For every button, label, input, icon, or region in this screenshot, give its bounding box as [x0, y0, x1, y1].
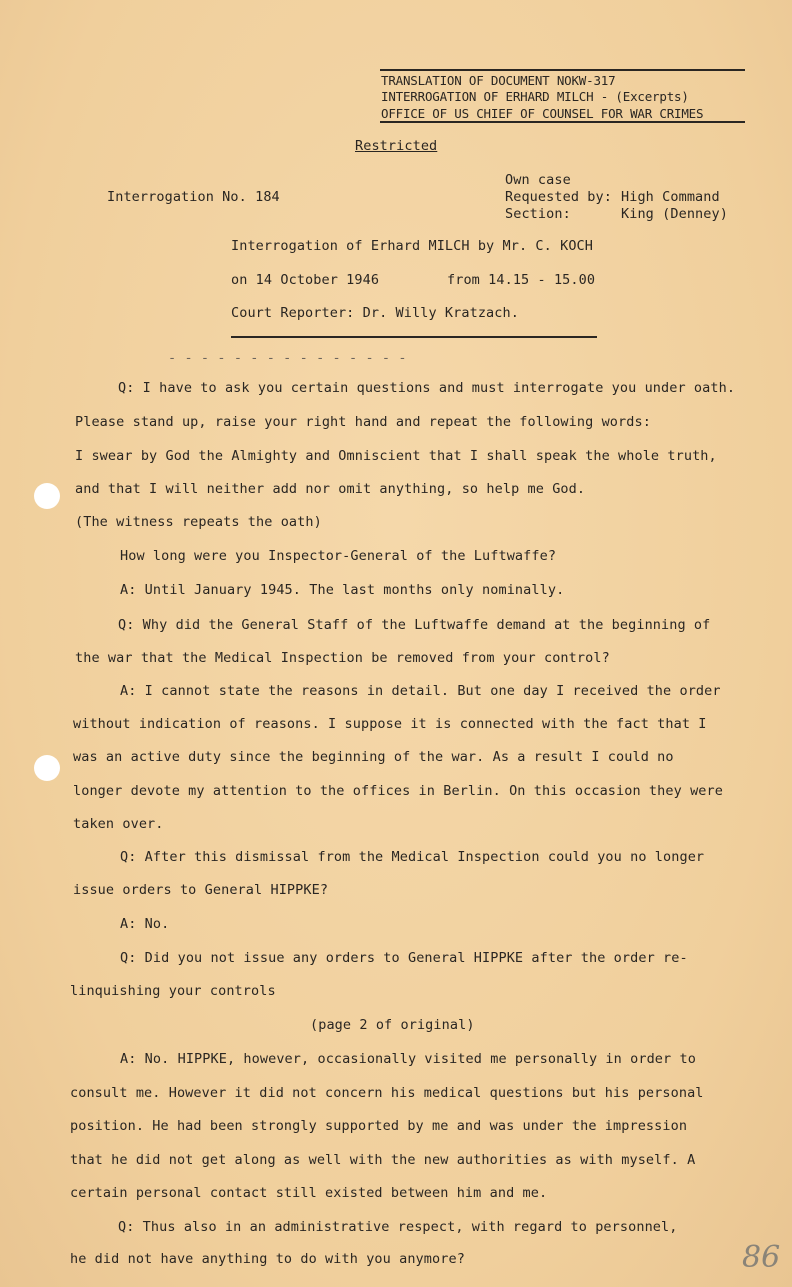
- requested-by-value: High Command: [621, 189, 720, 205]
- answer-3: A: No.: [120, 916, 170, 932]
- meta-divider-rule: [231, 336, 597, 338]
- answer-2-line-5: taken over.: [73, 816, 164, 832]
- answer-1: A: Until January 1945. The last months only nominally.: [120, 582, 565, 598]
- punch-hole-bottom: [34, 755, 60, 781]
- question-4-line-1: Q: Did you not issue any orders to General HIPPKE after the order re-: [120, 950, 688, 966]
- answer-4-line-2: consult me. However it did not concern his medical questions but his personal: [70, 1085, 704, 1101]
- own-case: Own case: [505, 172, 571, 188]
- punch-hole-top: [34, 483, 60, 509]
- question-3-line-1: Q: After this dismissal from the Medical Inspection could you no longer: [120, 849, 705, 865]
- section-label: Section:: [505, 206, 571, 222]
- interrogation-number: Interrogation No. 184: [107, 189, 280, 205]
- oath-line-4: and that I will neither add nor omit anything, so help me God.: [75, 481, 586, 497]
- answer-4-line-5: certain personal contact still existed between him and me.: [70, 1185, 548, 1201]
- question-5-line-1: Q: Thus also in an administrative respect, with regard to personnel,: [118, 1219, 678, 1235]
- header-top-rule: [380, 69, 745, 71]
- faint-separator-line: - - - - - - - - - - - - - - -: [168, 350, 407, 366]
- answer-2-line-1: A: I cannot state the reasons in detail. But one day I received the order: [120, 683, 721, 699]
- question-1: How long were you Inspector-General of the Luftwaffe?: [120, 548, 557, 564]
- question-2-line-1: Q: Why did the General Staff of the Luftwaffe demand at the beginning of: [118, 617, 711, 633]
- interrogation-subject: Interrogation of Erhard MILCH by Mr. C. KOCH: [231, 238, 594, 254]
- answer-4-line-1: A: No. HIPPKE, however, occasionally visited me personally in order to: [120, 1051, 696, 1067]
- answer-2-line-2: without indication of reasons. I suppose it is connected with the fact that I: [73, 716, 707, 732]
- classification-label: Restricted: [355, 138, 438, 154]
- header-line-2: INTERROGATION OF ERHARD MILCH - (Excerpts): [381, 89, 689, 104]
- question-2-line-2: the war that the Medical Inspection be removed from your control?: [75, 650, 610, 666]
- page-note: (page 2 of original): [310, 1017, 475, 1033]
- answer-4-line-4: that he did not get along as well with the new authorities as with myself. A: [70, 1152, 696, 1168]
- question-4-line-2: linquishing your controls: [70, 983, 276, 999]
- header-line-3: OFFICE OF US CHIEF OF COUNSEL FOR WAR CRIMES: [381, 106, 704, 121]
- interrogation-time: from 14.15 - 15.00: [447, 272, 596, 288]
- section-value: King (Denney): [621, 206, 728, 222]
- header-bottom-rule: [380, 121, 745, 123]
- oath-line-2: Please stand up, raise your right hand and repeat the following words:: [75, 414, 651, 430]
- question-3-line-2: issue orders to General HIPPKE?: [73, 882, 329, 898]
- answer-2-line-3: was an active duty since the beginning of the war. As a result I could no: [73, 749, 674, 765]
- answer-4-line-3: position. He had been strongly supported by me and was under the impression: [70, 1118, 688, 1134]
- question-5-line-2: he did not have anything to do with you anymore?: [70, 1251, 465, 1267]
- handwritten-page-number: 86: [742, 1240, 781, 1275]
- oath-line-3: I swear by God the Almighty and Omniscient that I shall speak the whole truth,: [75, 448, 717, 464]
- interrogation-date: on 14 October 1946: [231, 272, 380, 288]
- oath-line-1: Q: I have to ask you certain questions and must interrogate you under oath.: [118, 380, 736, 396]
- court-reporter: Court Reporter: Dr. Willy Kratzach.: [231, 305, 519, 321]
- requested-by-label: Requested by:: [505, 189, 612, 205]
- oath-line-5: (The witness repeats the oath): [75, 514, 322, 530]
- answer-2-line-4: longer devote my attention to the offices in Berlin. On this occasion they were: [73, 783, 723, 799]
- header-line-1: TRANSLATION OF DOCUMENT NOKW-317: [381, 73, 616, 88]
